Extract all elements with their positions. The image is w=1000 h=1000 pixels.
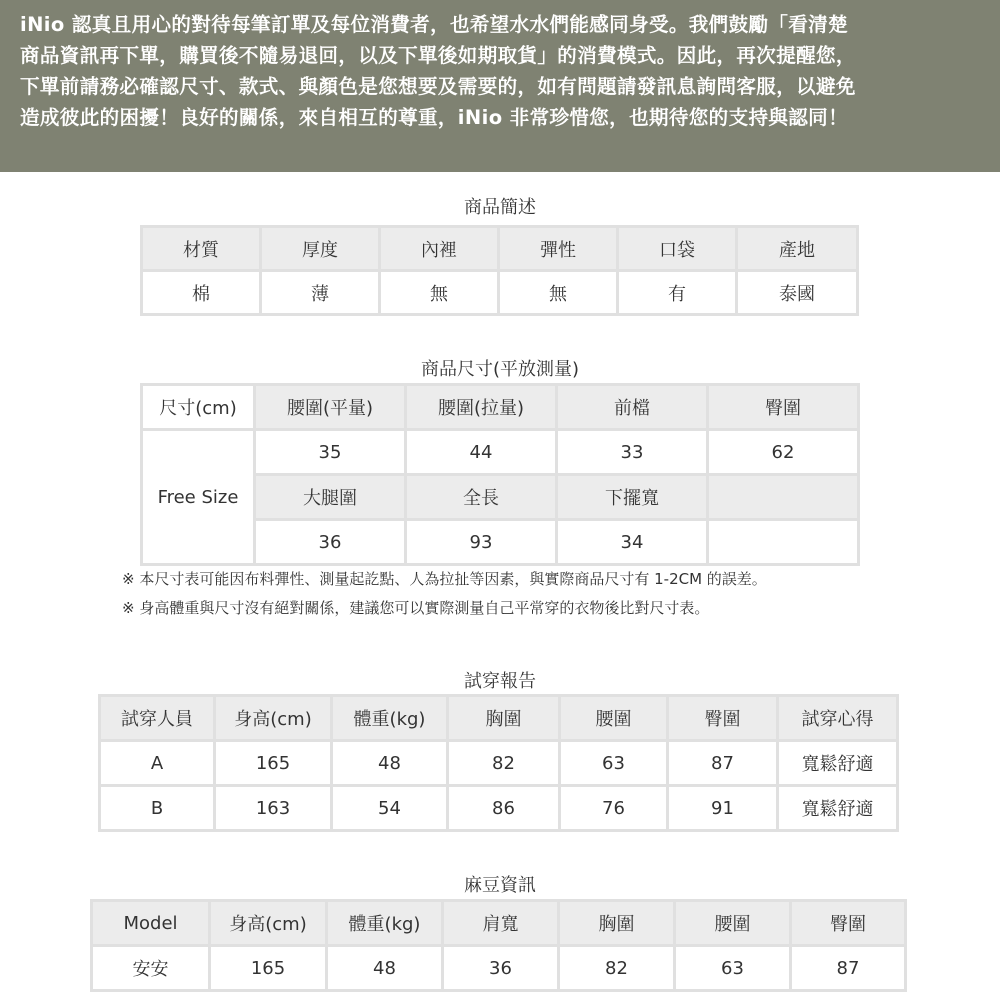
value-cell: 33 [557, 430, 708, 475]
header-cell: 腰圍 [675, 901, 791, 946]
header-cell: 試穿人員 [100, 696, 215, 741]
value-cell: 63 [675, 946, 791, 991]
header-cell: 材質 [142, 227, 261, 271]
value-cell: 44 [406, 430, 557, 475]
description-title: 商品簡述 [464, 197, 536, 218]
value-cell: B [100, 786, 215, 831]
header-cell: 體重(kg) [327, 901, 443, 946]
size-name-cell: Free Size [142, 430, 255, 565]
header-cell: 體重(kg) [332, 696, 448, 741]
value-cell: 93 [406, 520, 557, 565]
size-note: ※ 本尺寸表可能因布料彈性、測量起訖點、人為拉扯等因素，與實際商品尺寸有 1-2CM 的誤差。 [122, 570, 767, 588]
table-header-row [142, 385, 859, 430]
header-cell: 身高(cm) [215, 696, 332, 741]
value-cell: 棉 [142, 271, 261, 315]
value-cell: 安安 [92, 946, 210, 991]
table-row [100, 786, 898, 831]
tryon-table [98, 694, 899, 832]
header-cell: 臀圍 [668, 696, 778, 741]
model-table [90, 899, 907, 992]
value-cell: 48 [327, 946, 443, 991]
notice-banner [0, 0, 1000, 172]
notice-line: 下單前請務必確認尺寸、款式、與顏色是您想要及需要的，如有問題請發訊息詢問客服，以避免 [20, 75, 856, 98]
size-table [140, 383, 860, 566]
header-cell: 腰圍(拉量) [406, 385, 557, 430]
value-cell: 91 [668, 786, 778, 831]
value-cell: 無 [380, 271, 499, 315]
notice-line: iNio 認真且用心的對待每筆訂單及每位消費者，也希望水水們能感同身受。我們鼓勵「看清楚 [20, 13, 848, 36]
value-cell: 無 [499, 271, 618, 315]
value-cell: 87 [791, 946, 906, 991]
header-cell [708, 475, 859, 520]
notice-line: 商品資訊再下單，購買後不隨易退回，以及下單後如期取貨」的消費模式。因此，再次提醒您， [20, 44, 856, 67]
tryon-title: 試穿報告 [464, 671, 536, 692]
model-title: 麻豆資訊 [464, 875, 536, 896]
value-cell: 有 [618, 271, 737, 315]
size-title: 商品尺寸(平放測量) [420, 359, 580, 380]
value-cell: 薄 [261, 271, 380, 315]
header-cell: 口袋 [618, 227, 737, 271]
value-cell: 62 [708, 430, 859, 475]
table-row [100, 741, 898, 786]
value-cell: 48 [332, 741, 448, 786]
value-cell: 63 [560, 741, 668, 786]
table-header-row [142, 227, 858, 271]
header-cell: 臀圍 [708, 385, 859, 430]
value-cell: 76 [560, 786, 668, 831]
header-cell: 臀圍 [791, 901, 906, 946]
header-cell: 腰圍 [560, 696, 668, 741]
value-cell: 82 [448, 741, 560, 786]
header-cell: 內裡 [380, 227, 499, 271]
header-cell: 身高(cm) [210, 901, 327, 946]
value-cell: 36 [255, 520, 406, 565]
value-cell: A [100, 741, 215, 786]
value-cell [708, 520, 859, 565]
header-cell: 大腿圍 [255, 475, 406, 520]
header-cell: 胸圍 [559, 901, 675, 946]
size-note: ※ 身高體重與尺寸沒有絕對關係，建議您可以實際測量自己平常穿的衣物後比對尺寸表。 [122, 599, 710, 617]
header-cell: 產地 [737, 227, 858, 271]
table-header-row [100, 696, 898, 741]
value-cell: 82 [559, 946, 675, 991]
header-cell: 全長 [406, 475, 557, 520]
table-row [142, 430, 859, 475]
table-row [92, 946, 906, 991]
header-cell: 胸圍 [448, 696, 560, 741]
header-cell: Model [92, 901, 210, 946]
table-row [142, 271, 858, 315]
header-cell: 肩寬 [443, 901, 559, 946]
size-label-cell: 尺寸(cm) [142, 385, 255, 430]
value-cell: 36 [443, 946, 559, 991]
value-cell: 163 [215, 786, 332, 831]
notice-line: 造成彼此的困擾！良好的關係，來自相互的尊重，iNio 非常珍惜您，也期待您的支持與認同！ [20, 106, 848, 129]
value-cell: 54 [332, 786, 448, 831]
value-cell: 165 [210, 946, 327, 991]
value-cell: 35 [255, 430, 406, 475]
value-cell: 165 [215, 741, 332, 786]
header-cell: 腰圍(平量) [255, 385, 406, 430]
table-header-row [92, 901, 906, 946]
header-cell: 前檔 [557, 385, 708, 430]
value-cell: 34 [557, 520, 708, 565]
value-cell: 86 [448, 786, 560, 831]
value-cell: 87 [668, 741, 778, 786]
description-table [140, 225, 859, 316]
header-cell: 彈性 [499, 227, 618, 271]
header-cell: 下擺寬 [557, 475, 708, 520]
header-cell: 厚度 [261, 227, 380, 271]
value-cell: 泰國 [737, 271, 858, 315]
header-cell: 試穿心得 [778, 696, 898, 741]
value-cell: 寬鬆舒適 [778, 786, 898, 831]
value-cell: 寬鬆舒適 [778, 741, 898, 786]
